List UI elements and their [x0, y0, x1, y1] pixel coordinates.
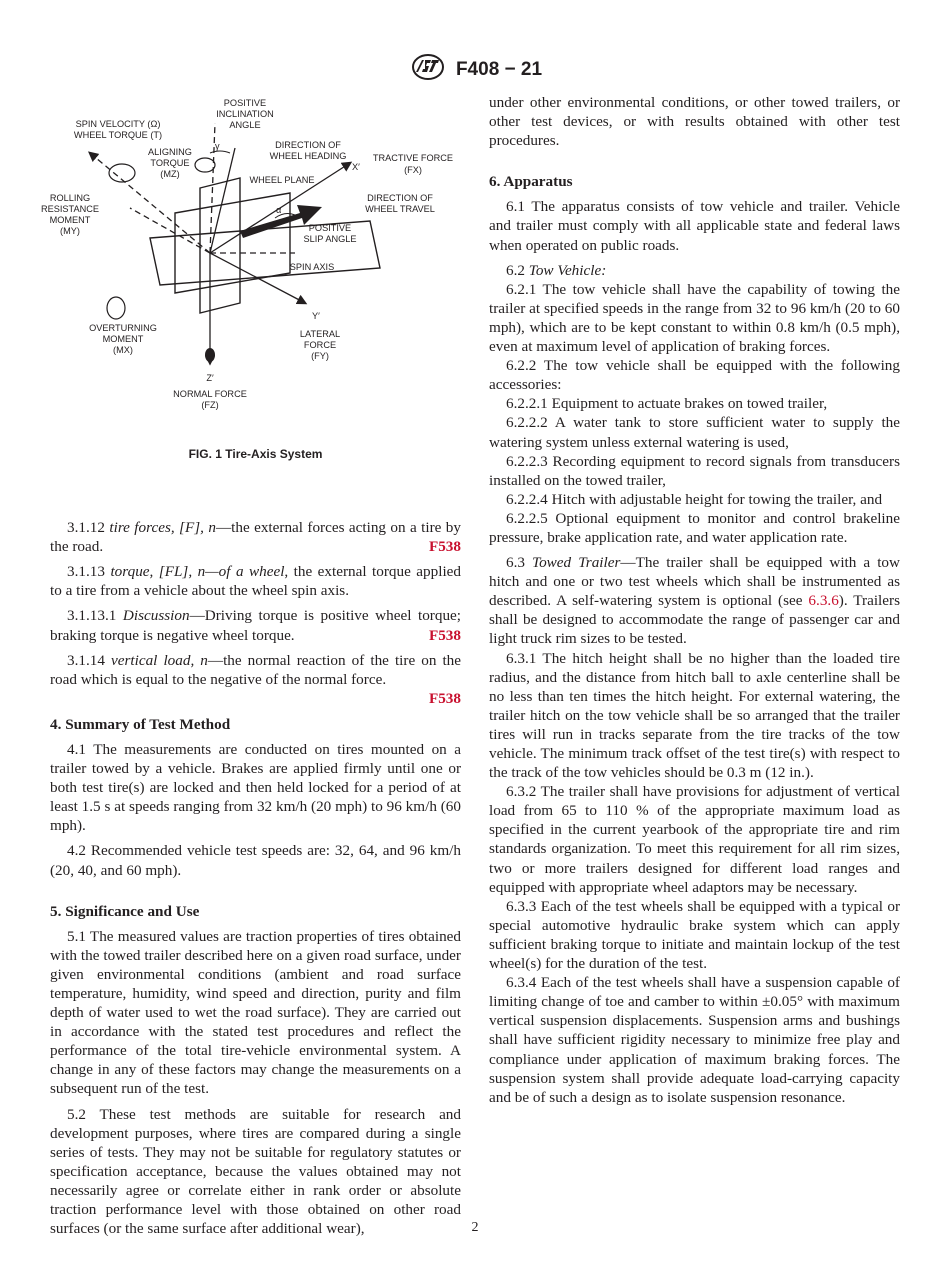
svg-text:X′: X′ — [352, 162, 360, 172]
section-5-heading: 5. Significance and Use — [50, 902, 200, 920]
svg-text:(MX): (MX) — [113, 345, 133, 355]
svg-text:WHEEL PLANE: WHEEL PLANE — [249, 175, 315, 185]
svg-text:ALIGNING: ALIGNING — [148, 147, 192, 157]
svg-text:α: α — [276, 205, 282, 215]
astm-logo — [408, 52, 448, 87]
reference-link[interactable]: F538 — [428, 538, 461, 556]
paragraph-6-3-2: 6.3.2 The trailer shall have provisions for adjustment of vertical load from 65 to 110 % of the appropriate maximum load as specified in the current yearbook of the appropriate tire and rim standards organization. To meet this requirement for all rim sizes, two or more trailers designed for different load ranges and equipped with appropriate wheel adaptors may be necessary. — [489, 783, 900, 896]
paragraph-5-2: 5.2 These test methods are suitable for research and development purposes, where tires are compared during a single series of tests. They may not be suitable for regulatory statutes or specification acceptance, because the values obtained may not necessarily agree or correlate either in rank order or absolute traction performance level with those obtained on other road surfaces (or the same surface after additional wear), — [50, 1105, 461, 1238]
svg-text:(FY): (FY) — [311, 351, 329, 361]
y-axis — [210, 253, 305, 303]
svg-text:INCLINATION: INCLINATION — [216, 109, 274, 119]
section-link[interactable]: 6.3.6 — [808, 592, 839, 610]
paragraph-6-2-2: 6.2.2 The tow vehicle shall be equipped with the following accessories: — [489, 357, 900, 394]
paragraph-6-2-1: 6.2.1 The tow vehicle shall have the capability of towing the trailer at specified speeds in the range from 32 to 96 km/h (20 to 60 mph), which are to be kept constant to within 0.8 km/h (0.5 mph), even at maximum level of application of braking forces. — [489, 280, 900, 356]
paragraph-6-2-2-3: 6.2.2.3 Recording equipment to record signals from transducers installed on the towed trailer, — [489, 452, 900, 489]
left-column — [40, 93, 462, 1238]
svg-text:Z′: Z′ — [206, 373, 214, 383]
svg-text:(MZ): (MZ) — [160, 169, 180, 179]
paragraph-6-2: 6.2 Tow Vehicle: — [506, 261, 607, 279]
svg-text:MOMENT: MOMENT — [49, 215, 91, 225]
svg-text:POSITIVE: POSITIVE — [308, 223, 352, 233]
svg-text:(MY): (MY) — [60, 226, 80, 236]
svg-text:(FZ): (FZ) — [201, 400, 219, 410]
svg-text:γ: γ — [215, 141, 220, 151]
svg-text:RESISTANCE: RESISTANCE — [40, 204, 100, 214]
svg-text:ROLLING: ROLLING — [49, 193, 91, 203]
svg-text:WHEEL HEADING: WHEEL HEADING — [269, 151, 347, 161]
discussion-3-1-13-1: 3.1.13.1 Discussion—Driving torque is positive wheel torque; braking torque is negative wheel torque. F538 — [50, 607, 461, 644]
paragraph-6-3-1: 6.3.1 The hitch height shall be no higher than the loaded tire radius, and the distance from hitch ball to axle centerline shall be no less than ten times the hitch height. For external watering, the trailer hitch on the tow vehicle shall be so arranged that the trailer tires will run in tracks separate from the tire tracks of the tow vehicle. The minimum track offset of the test tire(s) with respect to the track of the tow vehicles should be 0.3 m (12 in.). — [489, 649, 900, 782]
paragraph-6-3: 6.3 Towed Trailer—The trailer shall be equipped with a tow hitch and one or two test wheels which shall be instrumented as described. A self-watering system is optional (see 6.3.6). Trailers shall be designed to accommodate the range of passenger car and light truck rim sizes to be tested. — [489, 554, 900, 648]
paragraph-6-2-2-1: 6.2.2.1 Equipment to actuate brakes on towed trailer, — [506, 395, 828, 413]
paragraph-6-3-4: 6.3.4 Each of the test wheels shall have a suspension capable of limiting change of toe and camber to within ±0.05° with maximum vertical suspension displacements. Suspension arms and bushings shall have sufficient rigidity necessary to minimize free play and compliance under application of maximum braking forces. The suspension system shall provide adequate load-carrying capacity and be of such a design as to isolate suspension resonance. — [489, 974, 900, 1106]
svg-text:TRACTIVE FORCE: TRACTIVE FORCE — [372, 153, 454, 163]
svg-text:SPIN VELOCITY (Ω): SPIN VELOCITY (Ω) — [75, 119, 161, 129]
document-designation: F408 − 21 — [455, 58, 543, 80]
svg-text:SLIP ANGLE: SLIP ANGLE — [303, 234, 357, 244]
paragraph-4-1: 4.1 The measurements are conducted on tires mounted on a trailer towed by a vehicle. Brakes are applied firmly until one or both test tire(s) are locked and then held locked for a period of at least 1.5 s at speeds ranging from 32 km/h (20 mph) to 96 km/h (60 mph). — [50, 740, 461, 835]
figure-caption: FIG. 1 Tire-Axis System — [188, 447, 323, 461]
right-column — [489, 93, 900, 1107]
definition-3-1-12: 3.1.12 tire forces, [F], n—the external forces acting on a tire by the road. F538 — [50, 519, 461, 556]
paragraph-6-2-2-2: 6.2.2.2 A water tank to store sufficient water to supply the watering system unless external watering is used, — [489, 414, 900, 451]
svg-text:MOMENT: MOMENT — [102, 334, 144, 344]
svg-text:TORQUE: TORQUE — [150, 158, 190, 168]
svg-text:Y′: Y′ — [312, 311, 320, 321]
definition-3-1-14: 3.1.14 vertical load, n—the normal reaction of the tire on the road which is equal to the negative of the normal force. F538 — [50, 651, 462, 707]
svg-text:SPIN AXIS: SPIN AXIS — [289, 262, 335, 272]
reference-link[interactable]: F538 — [428, 689, 461, 707]
paragraph-continued: under other environmental conditions, or other towed trailers, or other test devices, or with results obtained with other test procedures. — [489, 94, 900, 150]
section-6-heading: 6. Apparatus — [489, 173, 573, 191]
svg-text:LATERAL: LATERAL — [299, 329, 341, 339]
paragraph-6-3-3: 6.3.3 Each of the test wheels shall be equipped with a typical or special automotive hydraulic brake system which can apply sufficient braking torque to initiate and maintain lockup of the test wheel(s) for the duration of the test. — [489, 897, 900, 973]
definition-3-1-13: 3.1.13 torque, [FL], n—of a wheel, the external torque applied to a tire from a vehicle about the wheel spin axis. — [50, 563, 462, 600]
paragraph-5-1: 5.1 The measured values are traction properties of tires obtained with the towed trailer described here on a given road surface, under given environmental conditions (ambient and road surface temperature, humidity, wind speed and direction, purity and film depth of water used to wet the road surface). They are carried out in accordance with the stated test procedures and reflect the performance of the total tire-vehicle environmental system. A change in any of these factors may change the measurements on a subsequent run of the test. — [50, 927, 461, 1098]
tire-axis-diagram — [40, 93, 461, 443]
paragraph-4-2: 4.2 Recommended vehicle test speeds are: 32, 64, and 96 km/h (20, 40, and 60 mph). — [50, 842, 461, 879]
svg-text:OVERTURNING: OVERTURNING — [89, 323, 157, 333]
paragraph-6-2-2-5: 6.2.2.5 Optional equipment to monitor and control brakeline pressure, brake application rate, and water application rate. — [489, 509, 900, 546]
svg-text:NORMAL FORCE: NORMAL FORCE — [173, 389, 247, 399]
tire-axis-figure — [40, 93, 461, 443]
paragraph-6-1: 6.1 The apparatus consists of tow vehicle and trailer. Vehicle and trailer must comply with all applicable state and federal laws when operated on public roads. — [489, 198, 900, 254]
svg-text:WHEEL TORQUE (T): WHEEL TORQUE (T) — [73, 130, 163, 140]
page-header — [0, 52, 950, 87]
svg-text:POSITIVE: POSITIVE — [223, 98, 267, 108]
page-number: 2 — [471, 1220, 479, 1235]
svg-text:FORCE: FORCE — [303, 340, 337, 350]
reference-link[interactable]: F538 — [428, 626, 461, 644]
svg-text:ANGLE: ANGLE — [229, 120, 261, 130]
svg-text:WHEEL TRAVEL: WHEEL TRAVEL — [365, 204, 435, 214]
svg-text:DIRECTION OF: DIRECTION OF — [367, 193, 433, 203]
svg-text:(FX): (FX) — [404, 165, 422, 175]
section-4-heading: 4. Summary of Test Method — [50, 715, 231, 733]
svg-text:DIRECTION OF: DIRECTION OF — [275, 140, 341, 150]
paragraph-6-2-2-4: 6.2.2.4 Hitch with adjustable height for towing the trailer, and — [506, 490, 883, 508]
